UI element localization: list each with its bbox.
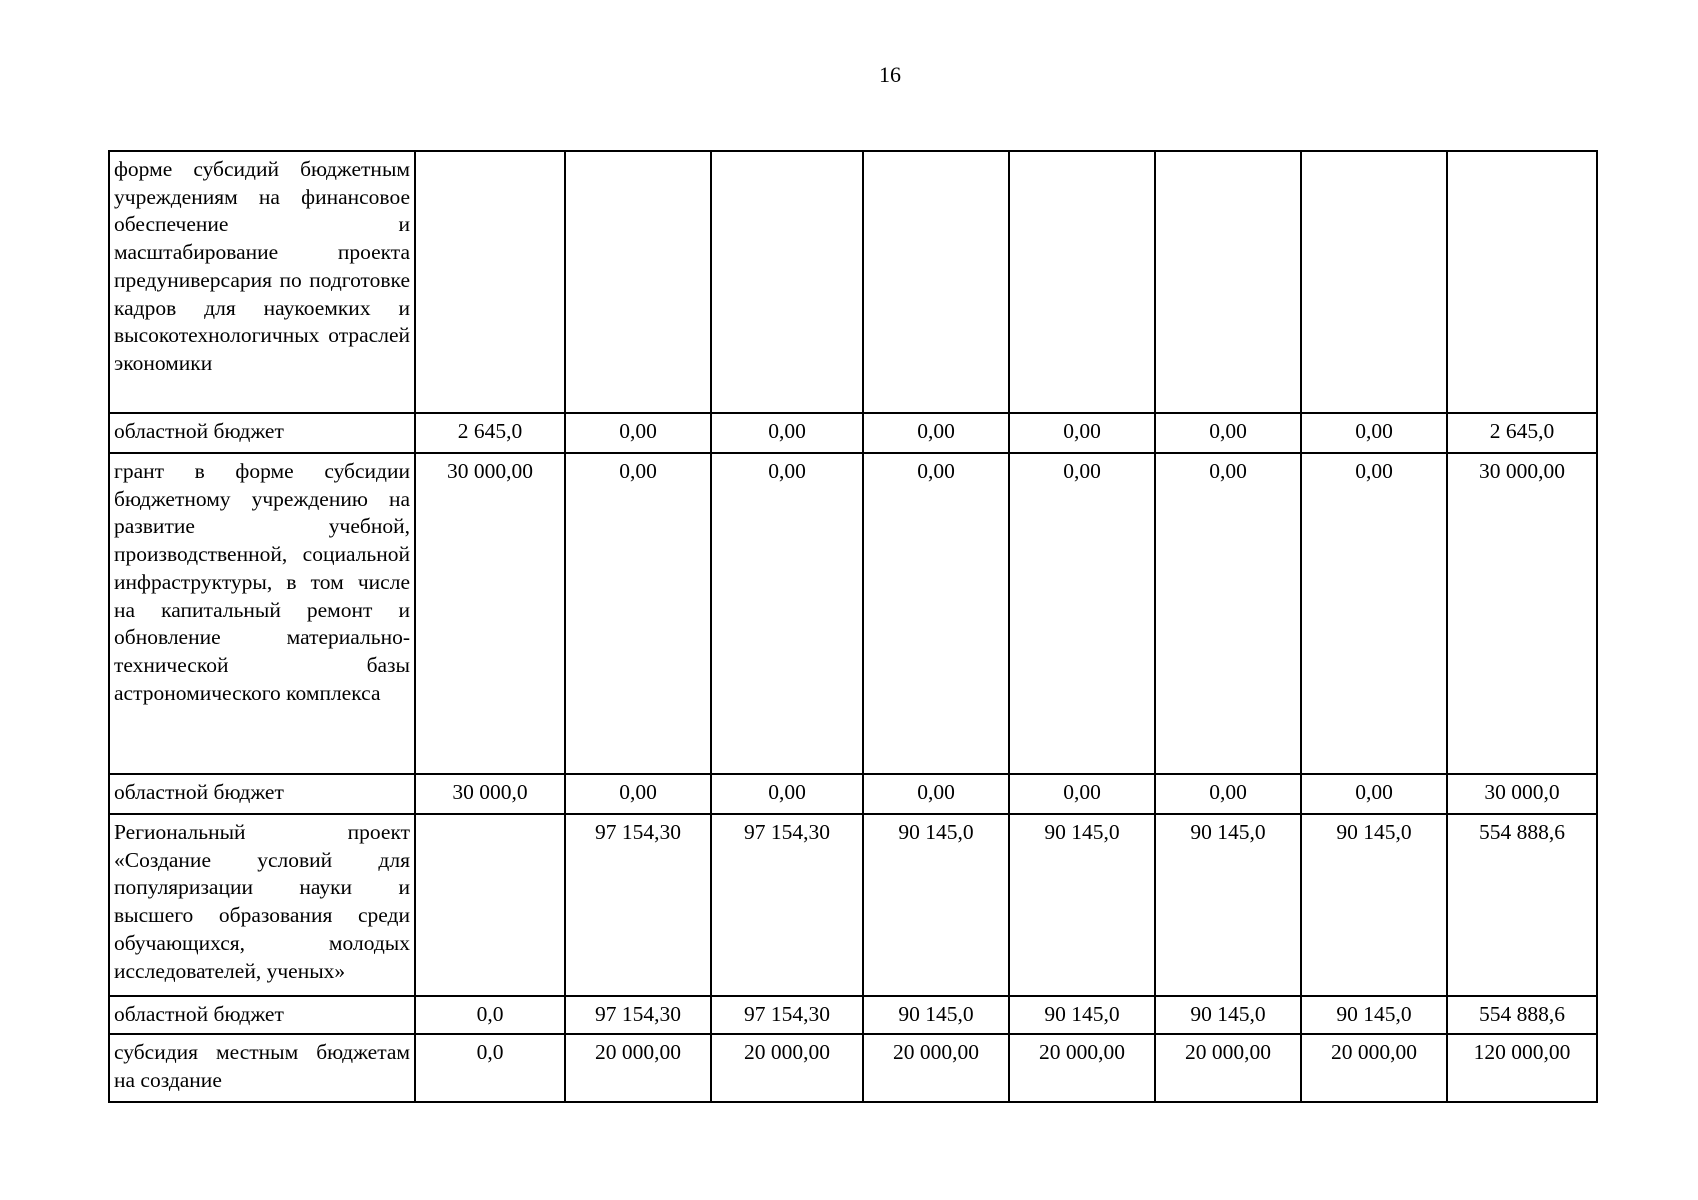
table-row xyxy=(109,413,1597,453)
value-cell: 0,0 xyxy=(415,996,565,1034)
page-number: 16 xyxy=(879,62,901,87)
row-name-cell: областной бюджет xyxy=(109,413,415,453)
row-name-cell: грант в форме субсидии бюджетному учреждению на развитие учебной, производственной, социальной инфраструктуры, в том числе на капитальный ремонт и обновление материально-технической базы астрономического комплекса xyxy=(109,453,415,774)
value-cell: 97 154,30 xyxy=(711,814,863,996)
value-cell: 0,00 xyxy=(1301,453,1447,774)
row-name-cell: Региональный проект «Создание условий для популяризации науки и высшего образования среди обучающихся, молодых исследователей, ученых» xyxy=(109,814,415,996)
value-cell: 0,00 xyxy=(1009,413,1155,453)
value-cell xyxy=(415,814,565,996)
value-cell: 30 000,00 xyxy=(1447,453,1597,774)
value-cell: 90 145,0 xyxy=(1009,814,1155,996)
table-row xyxy=(109,453,1597,774)
value-cell: 554 888,6 xyxy=(1447,814,1597,996)
table-row xyxy=(109,996,1597,1034)
value-cell: 20 000,00 xyxy=(1301,1034,1447,1102)
value-cell xyxy=(1155,151,1301,413)
value-cell: 90 145,0 xyxy=(863,996,1009,1034)
value-cell: 554 888,6 xyxy=(1447,996,1597,1034)
value-cell: 0,00 xyxy=(863,774,1009,814)
value-cell: 120 000,00 xyxy=(1447,1034,1597,1102)
value-cell: 30 000,0 xyxy=(1447,774,1597,814)
value-cell xyxy=(415,151,565,413)
value-cell: 90 145,0 xyxy=(1155,814,1301,996)
value-cell: 0,00 xyxy=(711,453,863,774)
value-cell: 20 000,00 xyxy=(863,1034,1009,1102)
value-cell: 0,00 xyxy=(863,453,1009,774)
value-cell: 97 154,30 xyxy=(711,996,863,1034)
value-cell: 0,00 xyxy=(1301,774,1447,814)
value-cell xyxy=(1009,151,1155,413)
value-cell xyxy=(1447,151,1597,413)
value-cell: 0,00 xyxy=(711,774,863,814)
value-cell: 0,00 xyxy=(1155,453,1301,774)
value-cell: 0,00 xyxy=(565,453,711,774)
value-cell: 20 000,00 xyxy=(1155,1034,1301,1102)
value-cell xyxy=(1301,151,1447,413)
value-cell: 0,00 xyxy=(1009,774,1155,814)
value-cell: 2 645,0 xyxy=(1447,413,1597,453)
value-cell: 0,00 xyxy=(1155,774,1301,814)
row-name-cell: субсидия местным бюджетам на создание xyxy=(109,1034,415,1102)
table-row xyxy=(109,1034,1597,1102)
value-cell: 0,00 xyxy=(711,413,863,453)
value-cell: 0,0 xyxy=(415,1034,565,1102)
value-cell: 20 000,00 xyxy=(565,1034,711,1102)
value-cell: 30 000,00 xyxy=(415,453,565,774)
value-cell: 0,00 xyxy=(565,413,711,453)
table-row xyxy=(109,814,1597,996)
value-cell xyxy=(565,151,711,413)
value-cell: 90 145,0 xyxy=(1009,996,1155,1034)
value-cell: 0,00 xyxy=(1155,413,1301,453)
budget-table xyxy=(108,150,1598,1103)
value-cell: 90 145,0 xyxy=(1301,814,1447,996)
value-cell: 90 145,0 xyxy=(863,814,1009,996)
value-cell: 0,00 xyxy=(565,774,711,814)
row-name-cell: областной бюджет xyxy=(109,996,415,1034)
value-cell: 97 154,30 xyxy=(565,814,711,996)
value-cell: 0,00 xyxy=(863,413,1009,453)
value-cell: 2 645,0 xyxy=(415,413,565,453)
row-name-cell: областной бюджет xyxy=(109,774,415,814)
row-name-cell: форме субсидий бюджетным учреждениям на финансовое обеспечение и масштабирование проекта предуниверсария по подготовке кадров для наукоемких и высокотехнологичных отраслей экономики xyxy=(109,151,415,413)
value-cell xyxy=(863,151,1009,413)
value-cell: 90 145,0 xyxy=(1155,996,1301,1034)
table-row xyxy=(109,774,1597,814)
value-cell: 0,00 xyxy=(1301,413,1447,453)
value-cell: 20 000,00 xyxy=(711,1034,863,1102)
value-cell: 90 145,0 xyxy=(1301,996,1447,1034)
value-cell xyxy=(711,151,863,413)
value-cell: 20 000,00 xyxy=(1009,1034,1155,1102)
value-cell: 0,00 xyxy=(1009,453,1155,774)
value-cell: 30 000,0 xyxy=(415,774,565,814)
value-cell: 97 154,30 xyxy=(565,996,711,1034)
table-row xyxy=(109,151,1597,413)
